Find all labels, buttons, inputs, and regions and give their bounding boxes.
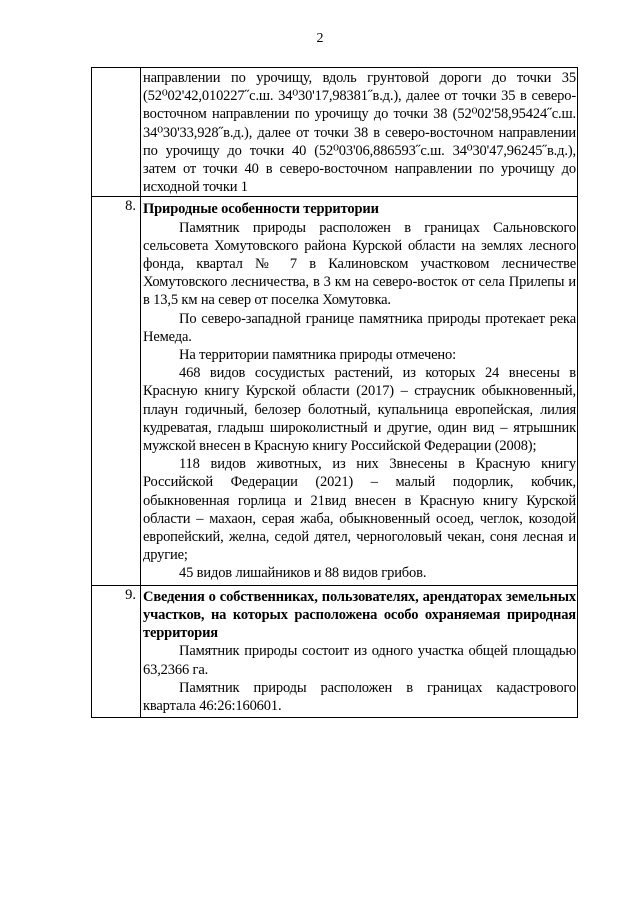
row-number: [92, 68, 141, 197]
paragraph: На территории памятника природы отмечено:: [179, 347, 456, 364]
paragraph: 45 видов лишайников и 88 видов грибов.: [179, 565, 427, 582]
paragraph: По северо-западной границе памятника природы протекает река Немеда.: [143, 310, 576, 345]
table-row: [92, 197, 578, 585]
paragraph: Памятник природы состоит из одного участка общей площадью 63,2366 га.: [143, 643, 576, 678]
page-number: 2: [316, 31, 324, 46]
info-table: [91, 67, 578, 718]
row-content: [141, 68, 578, 197]
paragraph: 118 видов животных, из них 3внесены в Красную книгу Российской Федерации (2021) – малый подорлик, кобчик, обыкновенная горлица и 21вид внесен в Красную книгу Курской области – махаон, серая жаба, обыкновенный осоед, чеглок, козодой европейский, желна, седой дятел, черноголовый чекан, соня лесная и другие;: [143, 456, 576, 564]
paragraph: Памятник природы расположен в границах кадастрового квартала 46:26:160601.: [143, 679, 576, 714]
row-content: [141, 585, 578, 717]
section-heading: Сведения о собственниках, пользователях, арендаторах земельных участков, на которых расположена особо охраняемая природная территория: [143, 588, 576, 642]
row-content: [141, 197, 578, 585]
boundary-description: направлении по урочищу, вдоль грунтовой дороги до точки 35 (52⁰02'42,010227˝с.ш. 34⁰30'17,98381˝в.д.), далее от точки 35 в северо-восточном направлении по урочищу до точки 38 (52⁰02'58,95424˝с.ш. 34⁰30'33,928˝в.д.), далее от точки 38 в северо-восточном направлении по урочищу до точки 40 (52⁰03'06,886593˝с.ш. 34⁰30'47,96245˝в.д.), затем от точки 40 в северо-восточном направлении по урочищу до исходной точки 1: [143, 70, 576, 196]
table-row: [92, 68, 578, 197]
row-number: 8.: [92, 197, 141, 585]
paragraph: Памятник природы расположен в границах Сальновского сельсовета Хомутовского района Курской области на землях лесного фонда, квартал № 7 в Калиновском участковом лесничестве Хомутовского лесничества, в 3 км на северо-восток от села Прилепы и в 13,5 км на север от поселка Хомутовка.: [143, 219, 576, 309]
table-row: [92, 585, 578, 717]
section-heading: Природные особенности территории: [143, 201, 379, 218]
row-number: 9.: [92, 585, 141, 717]
paragraph: 468 видов сосудистых растений, из которых 24 внесены в Красную книгу Курской области (2017) – страусник обыкновенный, плаун годичный, белозер болотный, купальница европейская, лилия кудреватая, гладыш широколистный и другие, один вид – ятрышник мужской внесен в Красную книгу Российской Федерации (2008);: [143, 365, 576, 455]
